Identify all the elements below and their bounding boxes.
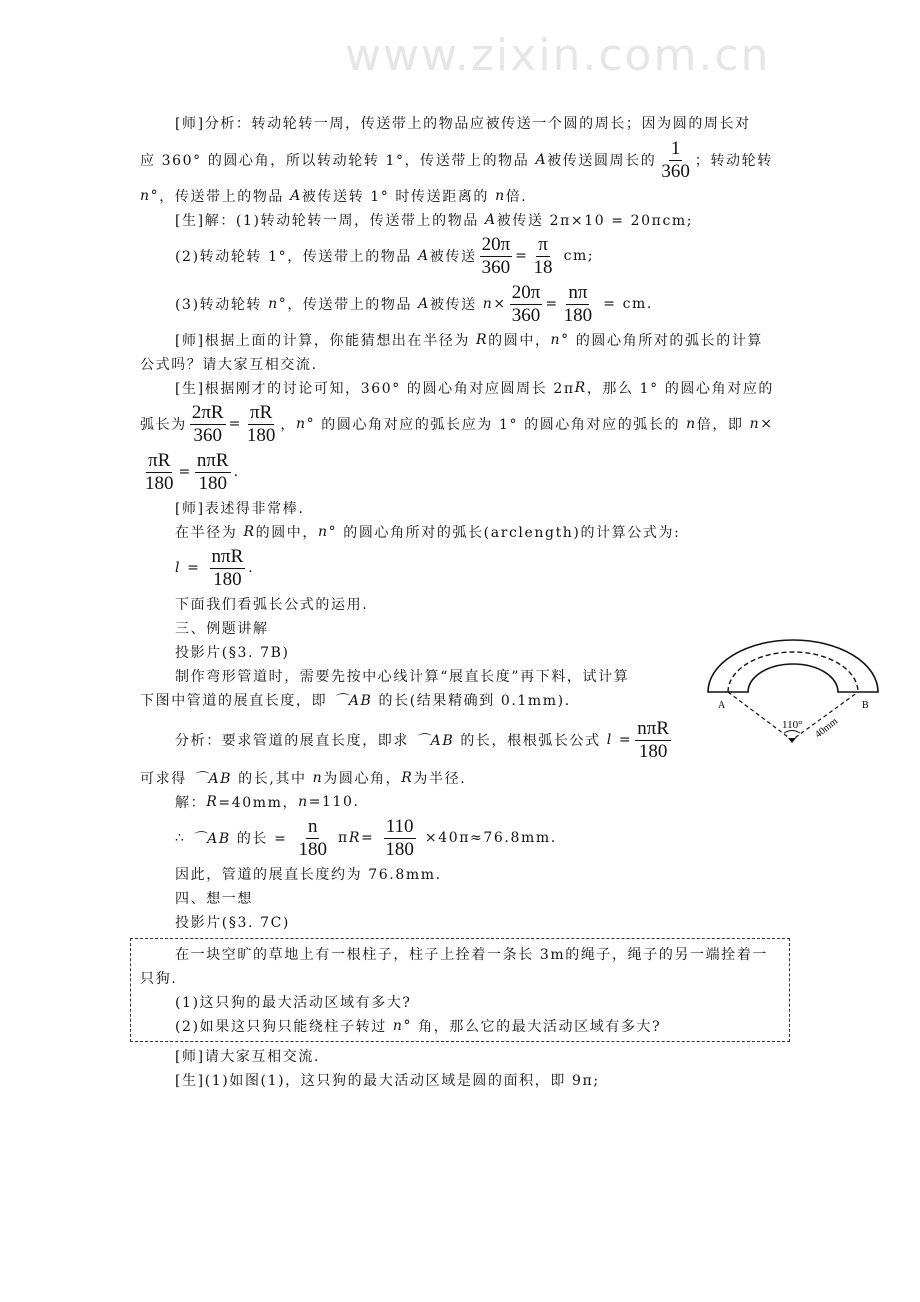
fraction-denominator: 360 <box>661 160 690 182</box>
text-segment: ，那么 1° 的圆心角对应的 <box>586 381 775 397</box>
text-segment: 的长,其中 <box>232 771 313 787</box>
text-line <box>175 640 800 664</box>
text-segment: = <box>545 296 559 312</box>
text-segment: [师]请大家互相交流. <box>175 1049 320 1065</box>
label-a: A <box>718 700 726 711</box>
text-segment: π <box>331 830 349 846</box>
fraction-denominator: 180 <box>246 424 276 446</box>
text-line <box>175 496 800 520</box>
text-line <box>175 111 800 135</box>
text-segment: 可求得 <box>140 771 193 787</box>
text-segment: 为圆心角， <box>323 771 402 787</box>
text-segment: 应 360° 的圆心角，所以转动轮转 1°，传送带上的物品 <box>140 153 536 169</box>
text-line <box>175 790 800 814</box>
math-variable: R <box>206 794 219 810</box>
text-segment: 因此，管道的展直长度约为 76.8mm. <box>175 867 442 883</box>
fraction-denominator: 180 <box>198 472 227 494</box>
text-line <box>175 616 800 640</box>
text-segment: 在半径为 <box>175 525 244 541</box>
text-segment: [生](1)如图(1)，这只狗的最大活动区域是圆的面积，即 9π; <box>175 1073 600 1089</box>
text-line <box>175 520 800 544</box>
fraction <box>635 718 671 763</box>
fraction-denominator: 180 <box>563 304 593 326</box>
math-variable: R <box>401 770 414 786</box>
text-line <box>175 990 800 1014</box>
text-segment: = <box>228 416 242 432</box>
text-segment: [师]根据上面的计算，你能猜想出在半径为 <box>175 333 476 349</box>
fraction-numerator: 20π <box>511 281 541 303</box>
label-b: B <box>862 700 869 711</box>
fraction-numerator: nπ <box>568 281 588 303</box>
text-segment: 的长 = <box>230 831 294 847</box>
math-variable: A <box>535 152 548 168</box>
text-line <box>175 716 800 764</box>
fraction-numerator: 1 <box>670 137 681 159</box>
fraction-numerator: πR <box>148 449 171 471</box>
text-segment: 的圆心角所对的弧长(arclength)的计算公式为: <box>337 525 681 541</box>
text-segment: . <box>233 464 240 480</box>
fraction-denominator: 360 <box>511 304 541 326</box>
text-segment: 下面我们看弧长公式的运用. <box>175 597 369 613</box>
text-line <box>175 1014 800 1038</box>
text-line <box>175 328 800 352</box>
text-segment: 分析：要求管道的展直长度，即求 <box>175 733 416 749</box>
text-segment: 弧长为 <box>140 417 187 433</box>
fraction <box>480 234 513 279</box>
text-segment: × <box>760 416 774 432</box>
math-variable: ⌒AB <box>191 831 231 847</box>
text-segment: 的长(结果精确到 0.1mm). <box>372 693 571 709</box>
text-segment: = <box>612 732 633 748</box>
radius-label: 40mm <box>813 715 840 741</box>
text-line <box>140 136 800 184</box>
fraction-denominator: 180 <box>638 740 668 762</box>
text-segment: =40mm， <box>218 795 299 811</box>
math-variable: ⌒AB <box>192 771 233 787</box>
text-segment: 倍，即 <box>696 417 750 433</box>
math-variable: n <box>686 416 697 432</box>
text-line <box>175 1068 800 1092</box>
fraction <box>245 402 278 447</box>
text-segment: [生]根据刚才的讨论可知，360° 的圆心角对应圆周长 2π <box>175 381 575 397</box>
fraction <box>195 450 231 495</box>
fraction-numerator: 2πR <box>191 401 224 423</box>
fraction <box>659 138 692 183</box>
math-variable: n° <box>392 1018 413 1034</box>
fraction-numerator: nπR <box>637 717 669 739</box>
text-segment: 下图中管道的展直长度，即 <box>140 693 334 709</box>
text-segment: . <box>248 560 255 576</box>
text-line <box>175 592 800 616</box>
math-variable: l <box>606 732 613 748</box>
math-variable: n° <box>268 296 288 312</box>
text-segment: (2)转动轮转 1°，传送带上的物品 <box>175 249 419 265</box>
text-line <box>175 942 800 966</box>
text-line <box>175 862 800 886</box>
text-line <box>140 400 800 448</box>
watermark: www.zixin.com.cn <box>345 30 771 81</box>
text-line <box>140 688 800 712</box>
math-variable: ⌒AB <box>333 693 373 709</box>
math-variable: n° <box>140 188 160 204</box>
text-segment: ，传送带上的物品 <box>287 297 419 313</box>
text-segment: 被传送 <box>429 297 483 313</box>
fraction-denominator: 360 <box>193 424 222 446</box>
text-segment: 解： <box>175 795 207 811</box>
text-segment: 的圆心角所对的弧长的计算 <box>569 333 764 349</box>
fraction-denominator: 180 <box>145 472 174 494</box>
math-variable: l <box>175 560 182 576</box>
text-segment: 公式吗？请大家互相交流. <box>140 357 318 373</box>
text-segment: ；转动轮转 <box>694 153 773 169</box>
text-segment: 制作弯形管道时，需要先按中心线计算“展直长度”再下料，试计算 <box>175 669 630 685</box>
fraction-numerator: nπR <box>196 449 229 471</box>
fraction <box>296 816 329 861</box>
math-variable: A <box>418 296 430 312</box>
math-variable: n° <box>318 524 338 540</box>
text-segment: ，传送带上的物品 <box>159 189 291 205</box>
text-segment: [师]表述得非常棒. <box>175 501 305 517</box>
text-segment: [师]分析：转动轮转一周，传送带上的物品应被传送一个圆的周长；因为圆的周长对 <box>175 116 751 132</box>
math-variable: R <box>475 332 489 348</box>
text-segment: = <box>181 560 207 576</box>
math-variable: n <box>312 770 324 786</box>
text-segment: (1)这只狗的最大活动区域有多大? <box>175 995 412 1011</box>
fraction <box>562 282 595 327</box>
fraction <box>190 402 226 447</box>
text-line <box>175 664 800 688</box>
math-variable: A <box>485 212 497 228</box>
text-line <box>175 208 800 232</box>
fraction <box>143 450 176 495</box>
math-variable: A <box>290 188 302 204</box>
text-segment: (3)转动轮转 <box>175 297 269 313</box>
math-variable: n <box>482 296 494 312</box>
text-line <box>175 544 800 592</box>
text-segment: ∴ <box>175 830 192 846</box>
fraction <box>383 816 416 861</box>
math-variable: ⌒AB <box>415 733 455 749</box>
text-segment: 的圆中， <box>488 333 551 349</box>
text-line <box>175 814 800 862</box>
fraction-numerator: n <box>307 815 318 837</box>
text-segment: = <box>178 464 192 480</box>
text-line <box>175 910 800 934</box>
text-segment: 被传送圆周长的 <box>547 153 657 169</box>
text-segment: 的圆心角对应的弧长应为 1° 的圆心角对应的弧长的 <box>315 417 687 433</box>
text-segment: = <box>360 830 381 846</box>
math-variable: n° <box>550 332 570 348</box>
text-line <box>140 966 800 990</box>
text-line <box>175 886 800 910</box>
text-line <box>140 184 800 208</box>
fraction-denominator: 360 <box>481 256 511 278</box>
text-segment: 被传送 2π×10 = 20πcm; <box>496 213 694 229</box>
text-segment: 的长，根根弧长公式 <box>454 733 607 749</box>
text-line <box>175 1044 800 1068</box>
text-line <box>175 280 800 328</box>
angle-label: 110° <box>782 719 803 731</box>
fraction <box>510 282 543 327</box>
text-line <box>175 232 800 280</box>
math-variable: R <box>243 524 256 540</box>
fraction-numerator: 20π <box>481 233 511 255</box>
text-segment: [生]解：(1)转动轮转一周，传送带上的物品 <box>175 213 486 229</box>
text-segment: 三、例题讲解 <box>175 621 269 637</box>
text-line <box>140 766 800 790</box>
text-segment: 被传送 <box>429 249 477 265</box>
fraction-numerator: nπR <box>211 545 244 567</box>
math-variable: n <box>298 794 309 810</box>
text-segment: 四、想一想 <box>175 891 253 907</box>
fraction-numerator: 110 <box>385 815 414 837</box>
fraction-denominator: 18 <box>533 256 553 278</box>
text-segment: 为半径. <box>413 771 467 787</box>
text-segment: 被传送转 1° 时传送距离的 <box>301 189 496 205</box>
fraction-denominator: 180 <box>213 568 242 590</box>
text-segment: = <box>515 248 529 264</box>
math-variable: n° <box>296 416 316 432</box>
text-line <box>140 352 800 376</box>
math-variable: R <box>348 830 361 846</box>
text-line <box>140 448 800 496</box>
text-segment: × <box>493 296 507 312</box>
math-variable: R <box>574 380 587 396</box>
text-segment: =110. <box>308 794 360 810</box>
fraction <box>210 546 246 591</box>
math-variable: n <box>749 416 761 432</box>
text-segment: = cm. <box>597 296 653 312</box>
fraction-denominator: 180 <box>385 838 414 860</box>
text-segment: ， <box>280 417 297 433</box>
text-segment: 只狗. <box>140 971 178 987</box>
text-segment: (2)如果这只狗只能绕柱子转过 <box>175 1019 393 1035</box>
text-segment: 角，那么它的最大活动区域有多大? <box>412 1019 662 1035</box>
fraction-denominator: 180 <box>298 838 327 860</box>
text-segment: ×40π≈76.8mm. <box>418 830 557 846</box>
fraction <box>532 234 555 279</box>
math-variable: n <box>495 188 506 204</box>
text-line <box>175 376 800 400</box>
text-segment: 在一块空旷的草地上有一根柱子，柱子上拴着一条长 3m的绳子，绳子的另一端拴着一 <box>175 947 769 963</box>
text-segment: cm; <box>557 248 595 264</box>
text-segment: 的圆中， <box>255 525 319 541</box>
text-segment: 投影片(§3. 7B) <box>175 645 290 661</box>
text-segment: 投影片(§3. 7C) <box>175 915 290 931</box>
math-variable: A <box>418 248 430 264</box>
fraction-numerator: πR <box>250 401 273 423</box>
fraction-numerator: π <box>538 233 548 255</box>
text-segment: 倍. <box>505 189 528 205</box>
